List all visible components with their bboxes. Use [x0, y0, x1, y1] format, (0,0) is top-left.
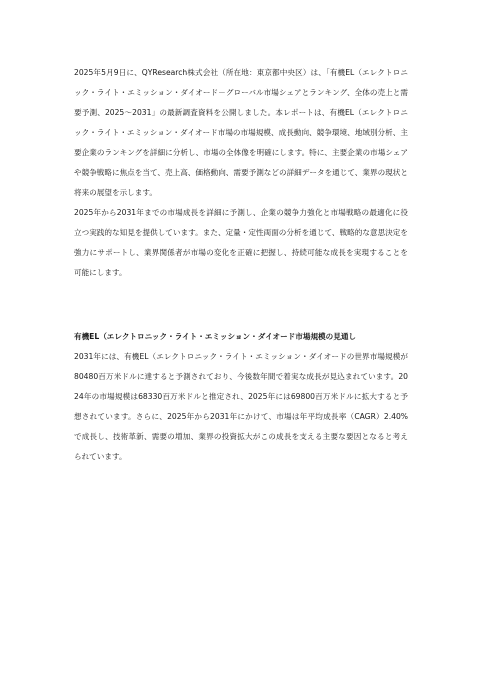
document-body: [74, 63, 408, 467]
section-spacer: [74, 283, 408, 327]
section-paragraph: 2031年には、有機EL（エレクトロニック・ライト・エミッション・ダイオードの世界市場規模が80480百万米ドルに達すると予測されており、今後数年間で着実な成長が見込まれています。2024年の市場規模は68330百万米ドルと推定され、2025年には69800百万米ドルに拡大すると予想されています。さらに、2025年から2031年にかけて、市場は年平均成長率（CAGR）2.40%で成長し、技術革新、需要の増加、業界の投資拡大がこの成長を支える主要な要因となると考えられています。: [74, 352, 408, 461]
section-heading: 有機EL（エレクトロニック・ライト・エミッション・ダイオード市場規模の見通し: [74, 332, 357, 341]
intro-paragraph-2: 2025年から2031年までの市場成長を詳細に予測し、企業の競争力強化と市場戦略の最適化に役立つ実践的な知見を提供しています。また、定量・定性両面の分析を通じて、戦略的な意思決定を強力にサポートし、業界関係者が市場の変化を正確に把握し、持続可能な成長を実現することを可能にします。: [74, 208, 408, 277]
intro-paragraph-1: 2025年5月9日に、QYResearch株式会社（所在地：東京都中央区）は、「有機EL（エレクトロニック・ライト・エミッション・ダイオード－グローバル市場シェアとランキング、全体の売上と需要予測、2025～2031」の最新調査資料を公開しました。本レポートは、有機EL（エレクトロニック・ライト・エミッション・ダイオード市場の市場規模、成長動向、競争環境、地域別分析、主要企業のランキングを詳細に分析し、市場の全体像を明確にします。特に、主要企業の市場シェアや競争戦略に焦点を当て、売上高、価格動向、需要予測などの詳細データを通じて、業界の現状と将来の展望を示します。: [74, 68, 408, 197]
